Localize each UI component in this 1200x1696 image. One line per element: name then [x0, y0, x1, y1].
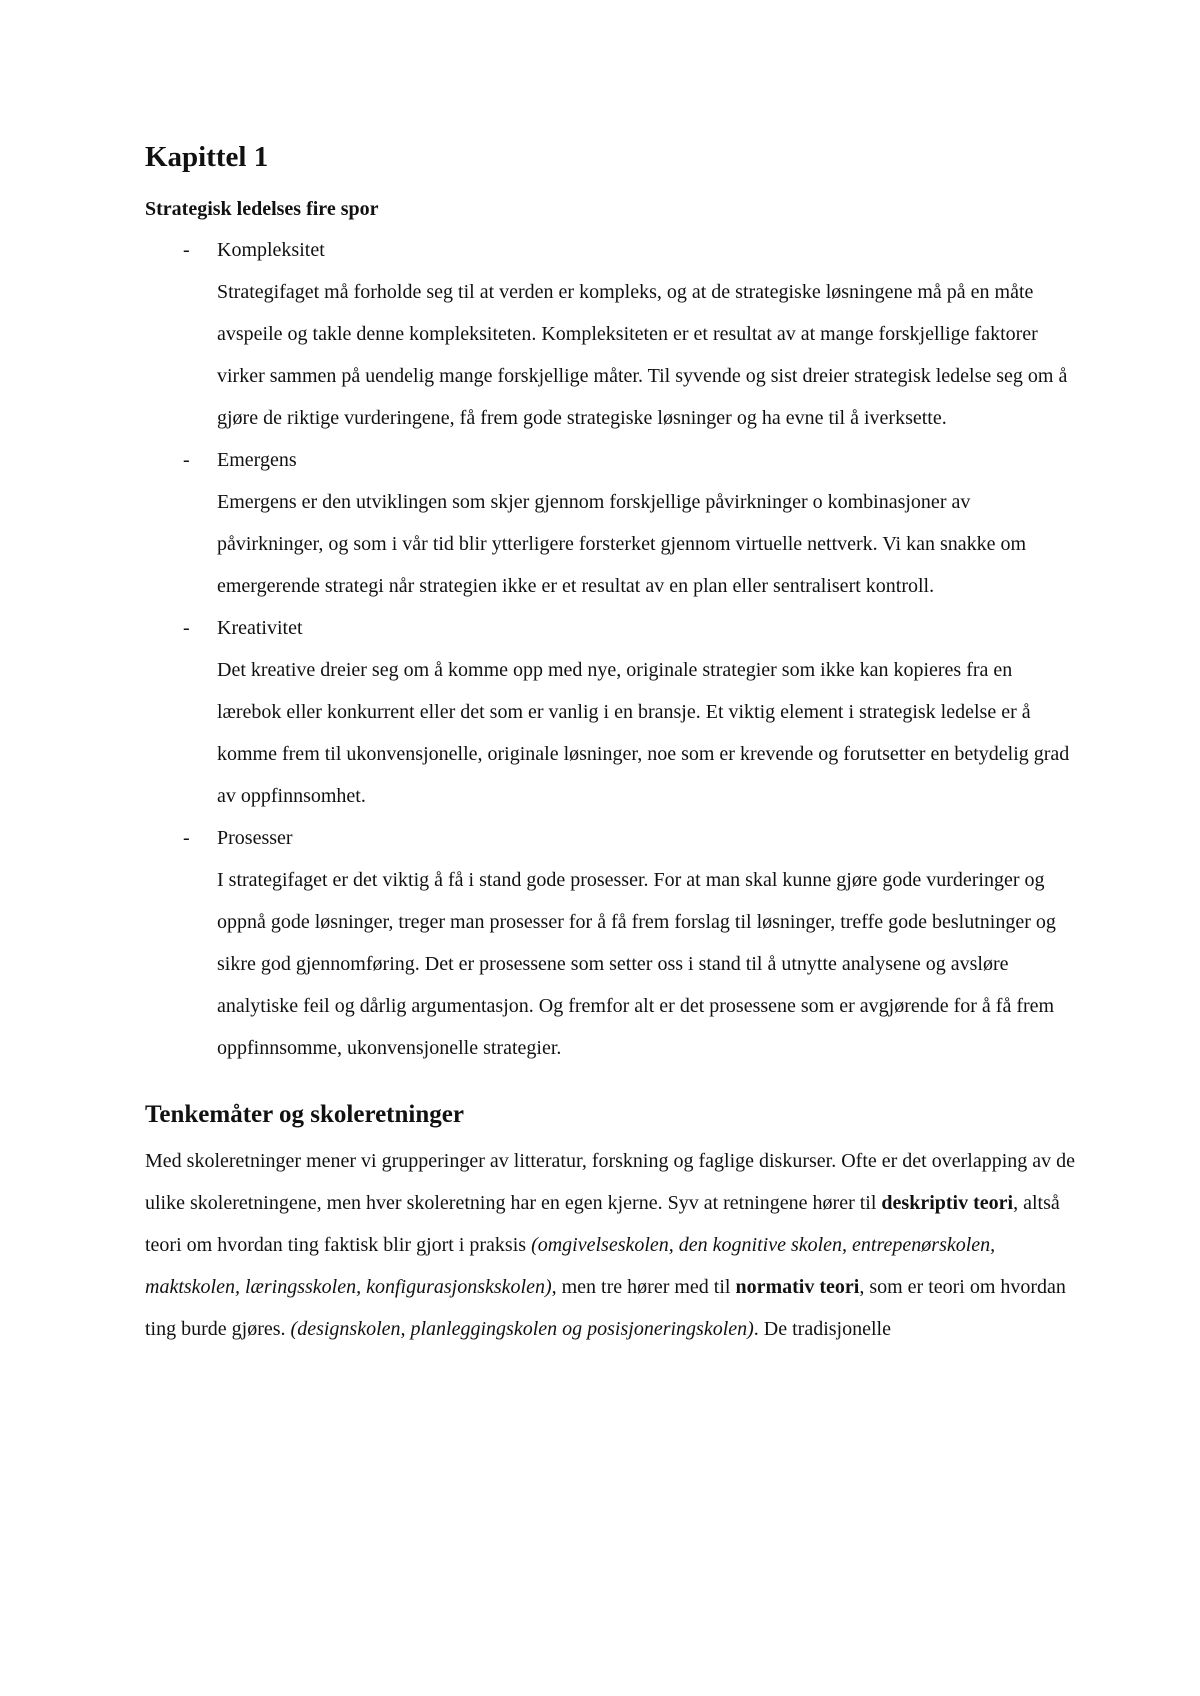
- bold-term: deskriptiv teori: [881, 1191, 1014, 1214]
- list-item-title: Prosesser: [217, 826, 293, 849]
- paragraph-text: , altså teori om hvordan ting faktisk blir gjort i praksis: [145, 1191, 1060, 1256]
- list-item-body: Strategifaget må forholde seg til at verden er kompleks, og at de strategiske løsningene må på en måte avspeile og takle denne kompleksiteten. Kompleksiteten er et resultat av at mange forskjellige faktorer virker sammen på uendelig mange forskjellige måter. Til syvende og sist dreier strategisk ledelse seg om å gjøre de riktige vurderingene, få frem gode strategiske løsninger og ha evne til å iverksette.: [217, 280, 1068, 429]
- list-dash: -: [183, 448, 190, 471]
- list-dash: -: [183, 616, 190, 639]
- list-item: [145, 607, 1075, 817]
- section-heading: Tenkemåter og skoleretninger: [145, 1100, 464, 1128]
- list-item-body: Det kreative dreier seg om å komme opp med nye, originale strategier som ikke kan kopieres fra en lærebok eller konkurrent eller det som er vanlig i en bransje. Et viktig element i strategisk ledelse er å komme frem til ukonvensjonelle, originale løsninger, noe som er krevende og forutsetter en betydelig grad av oppfinnsomhet.: [217, 658, 1070, 807]
- body-paragraph: [145, 1140, 1075, 1350]
- paragraph-text: . De tradisjonelle: [753, 1317, 891, 1340]
- list-item-title: Kompleksitet: [217, 238, 325, 261]
- document-page: [145, 140, 1075, 1350]
- bold-term: normativ teori: [735, 1275, 860, 1298]
- subheading: Strategisk ledelses fire spor: [145, 197, 379, 220]
- paragraph-text: Med skoleretninger mener vi grupperinger av litteratur, forskning og faglige diskurser. Ofte er det overlapping av de ulike skoleretningene, men hver skoleretning har en egen kjerne. Syv at retningene hører til: [145, 1149, 1076, 1214]
- list-item: [145, 439, 1075, 607]
- list-item-title: Kreativitet: [217, 616, 303, 639]
- italic-examples: (designskolen, planleggingskolen og posisjoneringskolen): [290, 1317, 754, 1340]
- list-item-body: I strategifaget er det viktig å få i stand gode prosesser. For at man skal kunne gjøre gode vurderinger og oppnå gode løsninger, treger man prosesser for å få frem forslag til løsninger, treffe gode beslutninger og sikre god gjennomføring. Det er prosessene som setter oss i stand til å utnytte analysene og avsløre analytiske feil og dårlig argumentasjon. Og fremfor alt er det prosessene som er avgjørende for å få frem oppfinnsomme, ukonvensjonelle strategier.: [217, 868, 1056, 1059]
- list-dash: -: [183, 238, 190, 261]
- list-item-body: Emergens er den utviklingen som skjer gjennom forskjellige påvirkninger o kombinasjoner av påvirkninger, og som i vår tid blir ytterligere forsterket gjennom virtuelle nettverk. Vi kan snakke om emergerende strategi når strategien ikke er et resultat av en plan eller sentralisert kontroll.: [217, 490, 1027, 597]
- paragraph-text: , som er teori om hvordan ting burde gjøres.: [145, 1275, 1066, 1340]
- tracks-list: [145, 229, 1075, 1069]
- list-item: [145, 817, 1075, 1069]
- list-item-title: Emergens: [217, 448, 297, 471]
- list-dash: -: [183, 826, 190, 849]
- chapter-title: Kapittel 1: [145, 141, 269, 173]
- paragraph-text: , men tre hører med til: [551, 1275, 736, 1298]
- list-item: [145, 229, 1075, 439]
- italic-examples: (omgivelseskolen, den kognitive skolen, entrepenørskolen, maktskolen, læringsskolen, konfigurasjonskskolen): [145, 1233, 996, 1298]
